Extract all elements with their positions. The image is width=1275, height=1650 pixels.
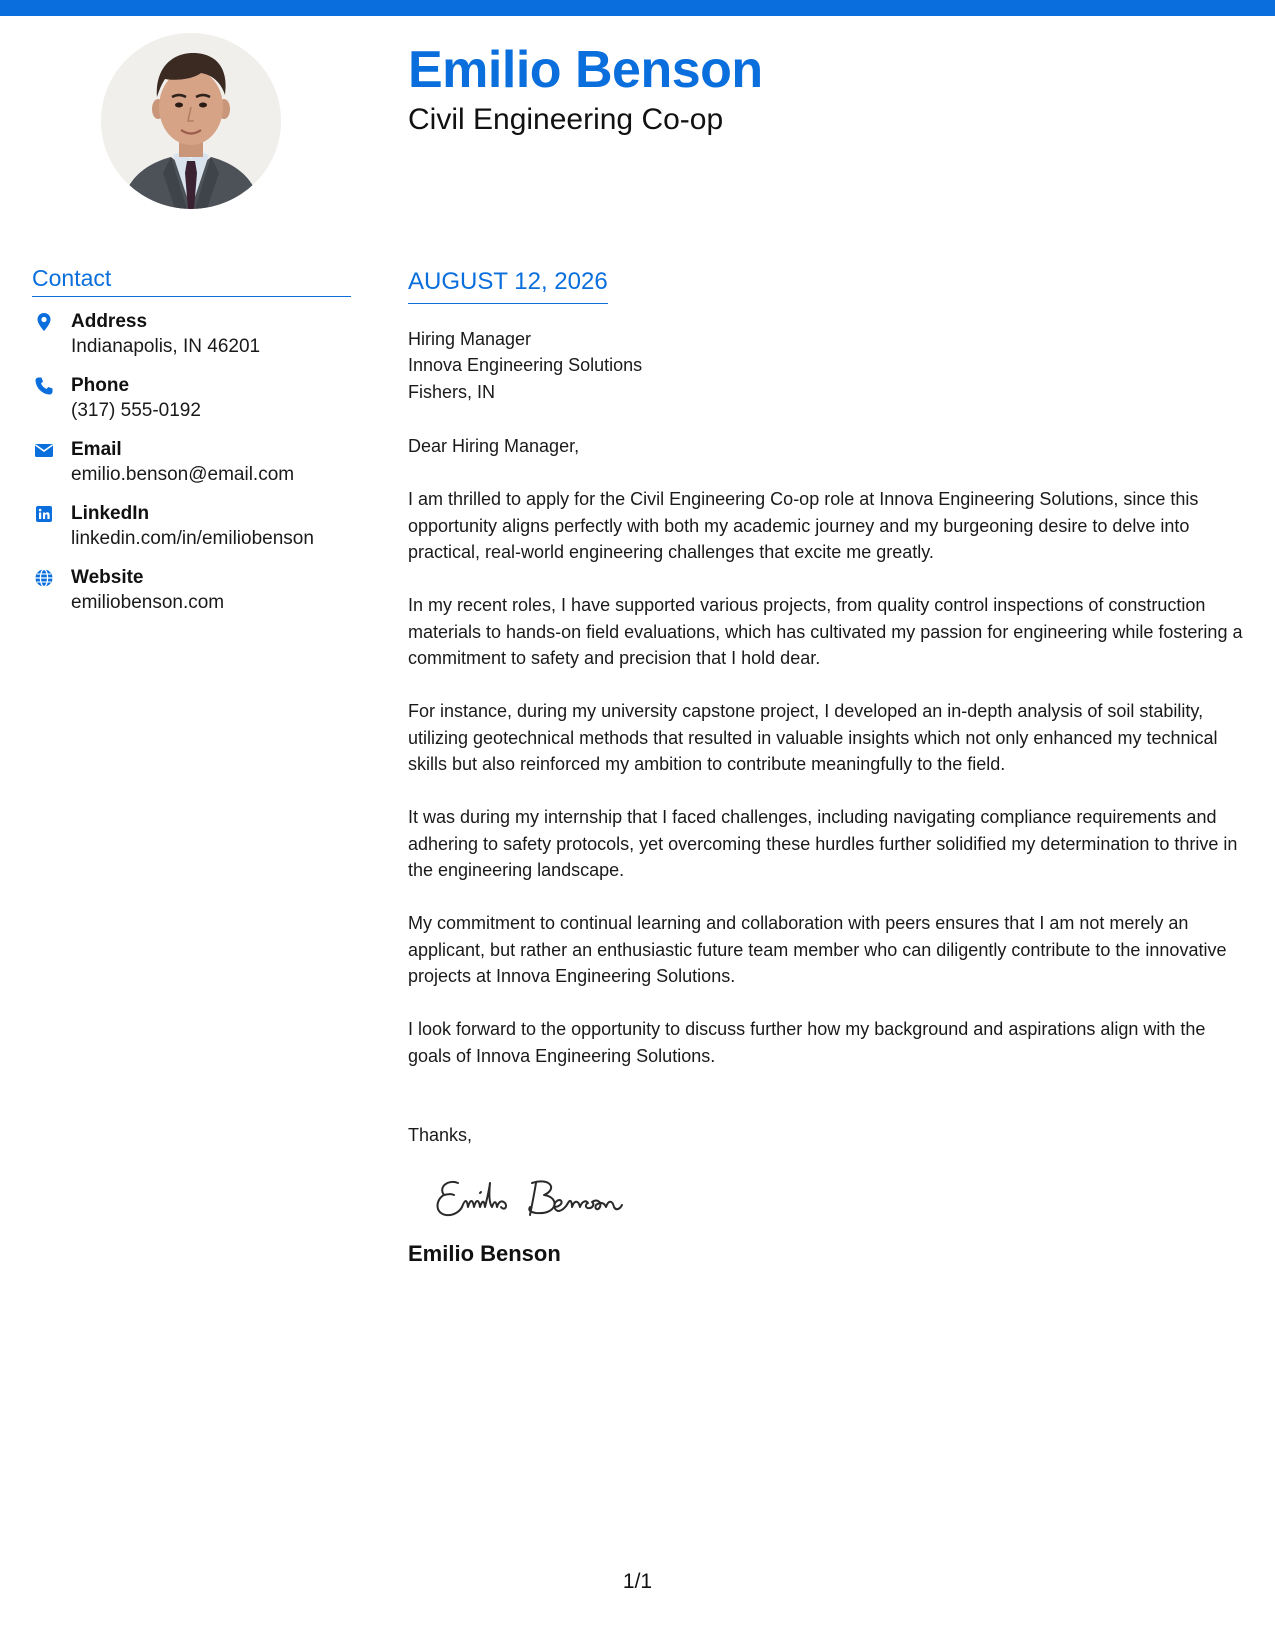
map-pin-icon xyxy=(34,312,54,332)
profile-photo xyxy=(101,33,281,209)
body-paragraph: It was during my internship that I faced challenges, including navigating compliance requirements and adhering to safety protocols, yet overcoming these hurdles further solidified my determination to thrive in the engineering landscape. xyxy=(408,807,1238,881)
contact-label: Phone xyxy=(71,374,130,396)
recipient-line: Fishers, IN xyxy=(408,381,496,402)
linkedin-value[interactable]: linkedin.com/in/emiliobenson xyxy=(71,527,314,549)
website-value[interactable]: emiliobenson.com xyxy=(71,591,225,613)
date-block xyxy=(408,268,608,304)
letter-body xyxy=(408,268,1253,1267)
contact-label: Website xyxy=(71,566,144,588)
contact-item-phone xyxy=(32,373,351,437)
recipient-line: Innova Engineering Solutions xyxy=(408,355,643,376)
contact-sidebar xyxy=(32,265,351,629)
handwritten-signature xyxy=(432,1169,1253,1229)
contact-label: Email xyxy=(71,438,122,460)
contact-label: Address xyxy=(71,310,148,332)
recipient-block xyxy=(408,326,1253,406)
top-accent-bar xyxy=(0,0,1275,16)
page-number: 1/1 xyxy=(622,1570,653,1593)
job-title: Civil Engineering Co-op xyxy=(408,103,724,136)
body-paragraph: I look forward to the opportunity to discuss further how my background and aspirations align with the goals of Innova Engineering Solutions. xyxy=(408,1019,1206,1066)
body-paragraph: In my recent roles, I have supported various projects, from quality control inspections of construction materials to hands-on field evaluations, which has cultivated my passion for engineering while fostering a commitment to safety and precision that I hold dear. xyxy=(408,595,1243,669)
globe-icon xyxy=(34,568,54,588)
contact-heading: Contact xyxy=(32,265,351,297)
phone-icon xyxy=(34,376,54,396)
letter-date: AUGUST 12, 2026 xyxy=(408,268,608,295)
contact-item-address xyxy=(32,309,351,373)
envelope-icon xyxy=(34,440,54,460)
contact-item-website xyxy=(32,565,351,629)
signer-name: Emilio Benson xyxy=(408,1240,561,1266)
linkedin-icon xyxy=(34,504,54,524)
contact-list xyxy=(32,309,351,629)
recipient-line: Hiring Manager xyxy=(408,328,532,349)
body-paragraph: I am thrilled to apply for the Civil Engineering Co-op role at Innova Engineering Solutions, since this opportunity aligns perfectly with both my academic journey and my burgeoning desire to delve into practical, real-world engineering challenges that excite me greatly. xyxy=(408,489,1199,563)
phone-value: (317) 555-0192 xyxy=(71,399,201,421)
applicant-name: Emilio Benson xyxy=(408,41,763,99)
closing: Thanks, xyxy=(408,1125,473,1146)
body-paragraph: My commitment to continual learning and collaboration with peers ensures that I am not merely an applicant, but rather an enthusiastic future team member who can diligently contribute to the innovative projects at Innova Engineering Solutions. xyxy=(408,913,1227,987)
contact-item-email xyxy=(32,437,351,501)
contact-label: LinkedIn xyxy=(71,502,150,524)
address-value: Indianapolis, IN 46201 xyxy=(71,335,261,357)
contact-item-linkedin xyxy=(32,501,351,565)
salutation: Dear Hiring Manager, xyxy=(408,436,580,457)
body-paragraph: For instance, during my university capstone project, I developed an in-depth analysis of soil stability, utilizing geotechnical methods that resulted in valuable insights which not only enhanced my technical skills but also reinforced my ambition to contribute meaningfully to the field. xyxy=(408,701,1218,775)
email-value[interactable]: emilio.benson@email.com xyxy=(71,463,295,485)
